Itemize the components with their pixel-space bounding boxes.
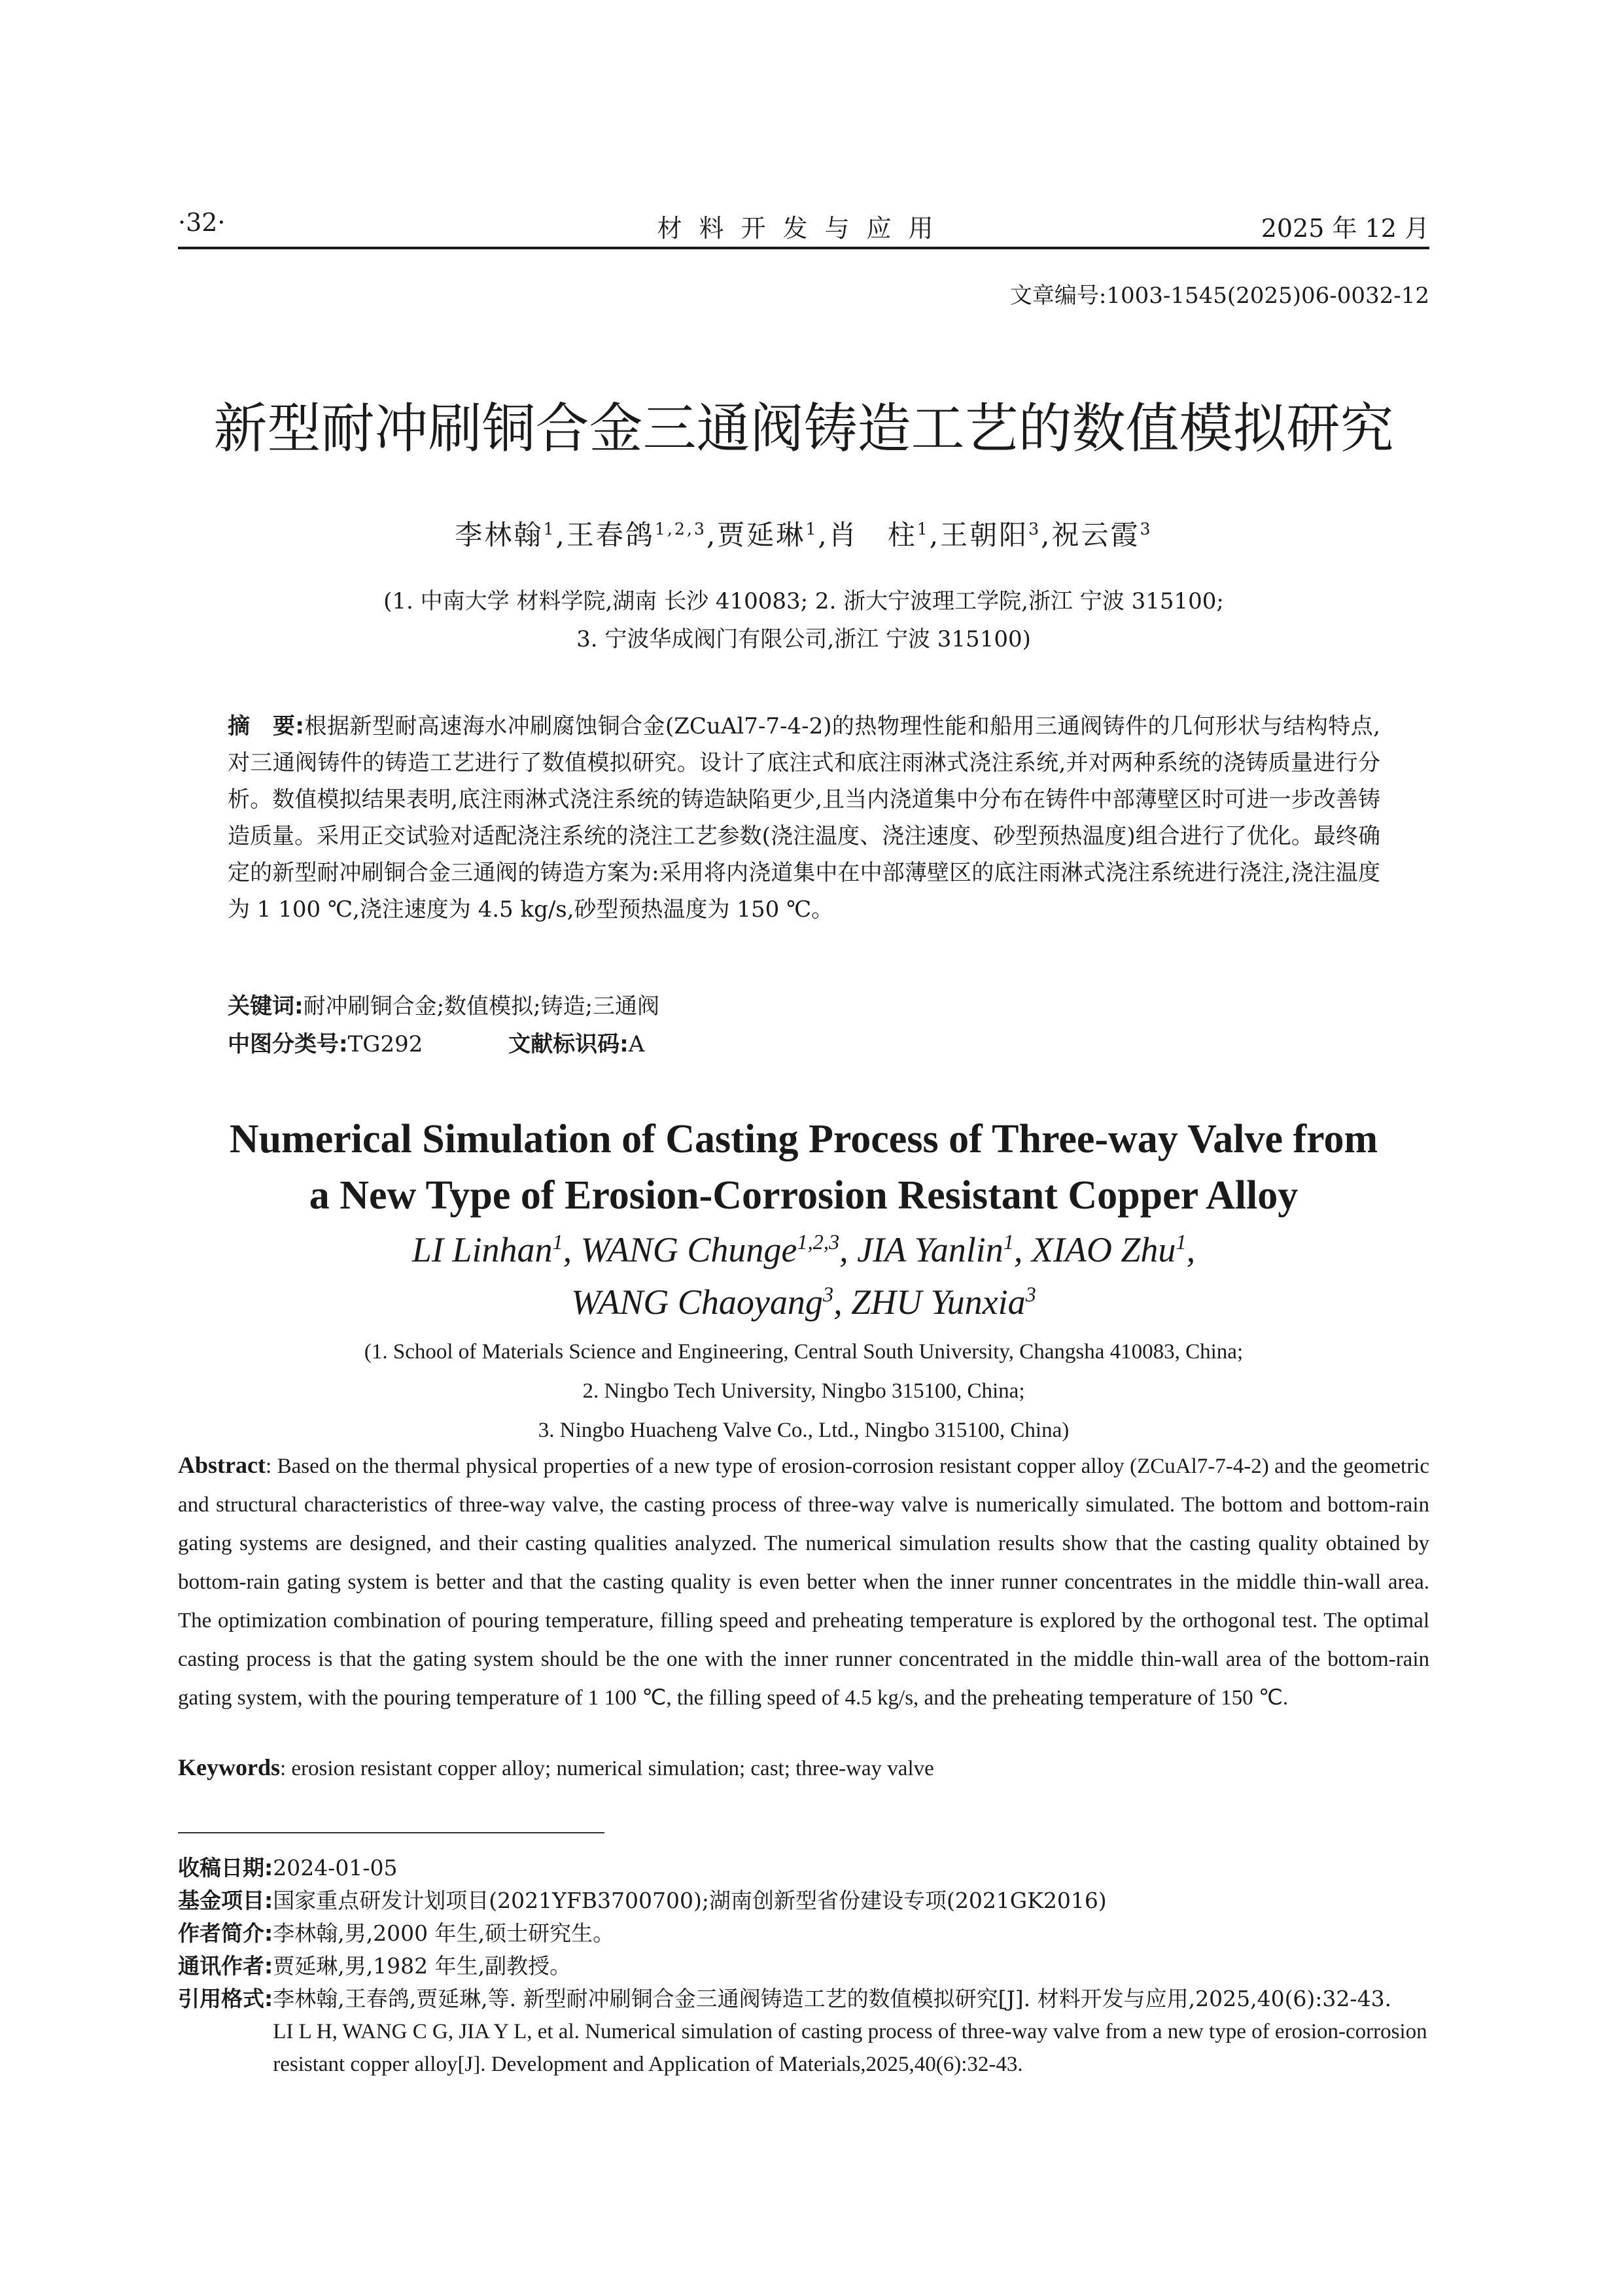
author-cn-affil: 1,2,3 — [654, 520, 707, 539]
author-en-affil: 1 — [552, 1231, 563, 1254]
affiliation-line: 3. 宁波华成阀门有限公司,浙江 宁波 315100) — [576, 626, 1031, 652]
footnotes — [178, 1852, 1429, 2081]
author-cn: 王春鸽 — [566, 519, 655, 551]
author-cn: 祝云霞 — [1051, 519, 1140, 551]
author-en: JIA Yanlin — [857, 1230, 1003, 1269]
footnote-rule — [178, 1832, 604, 1833]
abstract-cn-label: 摘 要: — [228, 713, 305, 739]
issue-date: 2025 年 12 月 — [1261, 214, 1429, 243]
received-label: 收稿日期: — [178, 1855, 273, 1881]
affiliation-en-line: 2. Ningbo Tech University, Ningbo 315100, China; — [582, 1379, 1025, 1403]
author-en: LI Linhan — [411, 1230, 553, 1269]
author-en-affil: 1,2,3 — [797, 1231, 840, 1254]
author-en-affil: 3 — [1025, 1283, 1036, 1307]
page-number: ·32· — [178, 208, 226, 237]
corr-label: 通讯作者: — [178, 1953, 273, 1979]
abstract-chinese — [228, 708, 1380, 928]
author-cn: 贾延琳 — [717, 519, 806, 551]
author-cn: 王朝阳 — [940, 519, 1029, 551]
affiliation-en-line: 3. Ningbo Huacheng Valve Co., Ltd., Ningbo 315100, China) — [538, 1419, 1070, 1442]
author-en: WANG Chaoyang — [571, 1282, 823, 1322]
bio-label: 作者简介: — [178, 1920, 273, 1946]
author-separator: , — [555, 519, 567, 551]
author-separator: , — [706, 519, 718, 551]
author-cn-affil: 3 — [1140, 520, 1153, 539]
authors-en-line: LI Linhan$^1$, WANG Chunge$^{1,2,3}$, JIA Yanlin$^1$, XIAO Zhu$^1$, — [411, 1230, 1196, 1269]
clc-label: 中图分类号: — [228, 1031, 348, 1057]
affiliations-chinese — [178, 582, 1429, 658]
fund-text: 国家重点研发计划项目(2021YFB3700700);湖南创新型省份建设专项(2021GK2016) — [273, 1888, 1107, 1913]
author-cn-affil: 3 — [1028, 520, 1041, 539]
doc-code-value: A — [628, 1031, 645, 1057]
running-header — [178, 208, 1429, 245]
keywords-en-text: : erosion resistant copper alloy; numerical simulation; cast; three-way valve — [280, 1757, 934, 1780]
footnote-bio — [178, 1917, 1429, 1950]
clc-value: TG292 — [347, 1031, 423, 1057]
keywords-english — [178, 1754, 934, 1781]
corr-text: 贾延琳,男,1982 年生,副教授。 — [273, 1953, 572, 1979]
cite-label: 引用格式: — [178, 1986, 273, 2011]
authors-english — [178, 1224, 1429, 1328]
author-cn-affil: 1 — [916, 520, 930, 539]
keywords-cn-label: 关键词: — [228, 993, 304, 1019]
author-en: WANG Chunge — [580, 1230, 797, 1269]
keywords-en-label: Keywords — [178, 1754, 280, 1780]
authors-en-line: WANG Chaoyang$^3$, ZHU Yunxia$^3$ — [571, 1282, 1036, 1322]
received-date: 2024-01-05 — [273, 1855, 398, 1881]
author-separator: , — [929, 519, 941, 551]
affiliation-en-line: (1. School of Materials Science and Engineering, Central South University, Changsha 410083, China; — [364, 1340, 1244, 1364]
author-cn-affil: 1 — [805, 520, 818, 539]
title-en-line: a New Type of Erosion-Corrosion Resistant Copper Alloy — [309, 1173, 1299, 1218]
citation-english: LI L H, WANG C G, JIA Y L, et al. Numerical simulation of casting process of three-way valve from a new type of erosion-corrosion resistant copper alloy[J]. Development and Application of Materials,2025,40(6):32-43. — [273, 2020, 1427, 2076]
footnote-corresponding — [178, 1950, 1429, 1983]
author-en: ZHU Yunxia — [851, 1282, 1026, 1322]
citation-chinese: 李林翰,王春鸽,贾延琳,等. 新型耐冲刷铜合金三通阀铸造工艺的数值模拟研究[J]. 材料开发与应用,2025,40(6):32-43. — [273, 1986, 1392, 2011]
affiliation-line: (1. 中南大学 材料学院,湖南 长沙 410083; 2. 浙大宁波理工学院,浙江 宁波 315100; — [383, 588, 1224, 614]
title-chinese: 新型耐冲刷铜合金三通阀铸造工艺的数值模拟研究 — [213, 398, 1394, 460]
author-en: XIAO Zhu — [1031, 1230, 1176, 1269]
author-separator: , — [818, 519, 829, 551]
keywords-chinese — [228, 988, 659, 1020]
classification-line — [228, 1026, 644, 1058]
author-cn: 肖 柱 — [828, 519, 917, 551]
article-number: 文章编号:1003-1545(2025)06-0032-12 — [1009, 283, 1429, 309]
authors-chinese — [178, 514, 1429, 553]
journal-name: 材料开发与应用 — [657, 214, 951, 243]
footnote-fund — [178, 1884, 1429, 1917]
author-en-affil: 3 — [822, 1283, 834, 1307]
header-rule — [178, 247, 1429, 249]
abstract-en-label: Abstract — [178, 1452, 266, 1478]
author-en-affil: 1 — [1003, 1231, 1014, 1254]
keywords-cn-text: 耐冲刷铜合金;数值模拟;铸造;三通阀 — [303, 993, 659, 1019]
title-english — [178, 1111, 1429, 1224]
doc-code-label: 文献标识码: — [508, 1031, 629, 1057]
footnote-received — [178, 1852, 1429, 1884]
affiliations-english — [178, 1332, 1429, 1450]
footnote-citation — [178, 1983, 1429, 2081]
author-en-affil: 1 — [1176, 1231, 1187, 1254]
bio-text: 李林翰,男,2000 年生,硕士研究生。 — [273, 1920, 615, 1946]
abstract-english — [178, 1446, 1429, 1718]
fund-label: 基金项目: — [178, 1888, 273, 1913]
title-en-line: Numerical Simulation of Casting Process of Three-way Valve from — [229, 1117, 1378, 1161]
author-cn-affil: 1 — [543, 520, 556, 539]
author-separator: , — [1041, 519, 1052, 551]
author-cn: 李林翰 — [455, 519, 544, 551]
abstract-cn-text: 根据新型耐高速海水冲刷腐蚀铜合金(ZCuAl7-7-4-2)的热物理性能和船用三通阀铸件的几何形状与结构特点,对三通阀铸件的铸造工艺进行了数值模拟研究。设计了底注式和底注雨淋式浇注系统,并对两种系统的浇铸质量进行分析。数值模拟结果表明,底注雨淋式浇注系统的铸造缺陷更少,且当内浇道集中分布在铸件中部薄壁区时可进一步改善铸造质量。采用正交试验对适配浇注系统的浇注工艺参数(浇注温度、浇注速度、砂型预热温度)组合进行了优化。最终确定的新型耐冲刷铜合金三通阀的铸造方案为:采用将内浇道集中在中部薄壁区的底注雨淋式浇注系统进行浇注,浇注温度为 1 100 ℃,浇注速度为 4.5 kg/s,砂型预热温度为 150 ℃。 — [228, 713, 1380, 923]
abstract-en-text: : Based on the thermal physical properties of a new type of erosion-corrosion resistant copper alloy (ZCuAl7-7-4-2) and the geometric and structural characteristics of three-way valve, the casting process of three-way valve is numerically simulated. The bottom and bottom-rain gating systems are designed, and their casting qualities analyzed. The numerical simulation results show that the casting quality obtained by bottom-rain gating system is better and that the casting quality is even better when the inner runner concentrates in the middle thin-wall area. The optimization combination of pouring temperature, filling speed and preheating temperature is explored by the orthogonal test. The optimal casting process is that the gating system should be the one with the inner runner concentrated in the middle thin-wall area of the bottom-rain gating system, with the pouring temperature of 1 100 ℃, the filling speed of 4.5 kg/s, and the preheating temperature of 150 ℃. — [178, 1455, 1429, 1710]
